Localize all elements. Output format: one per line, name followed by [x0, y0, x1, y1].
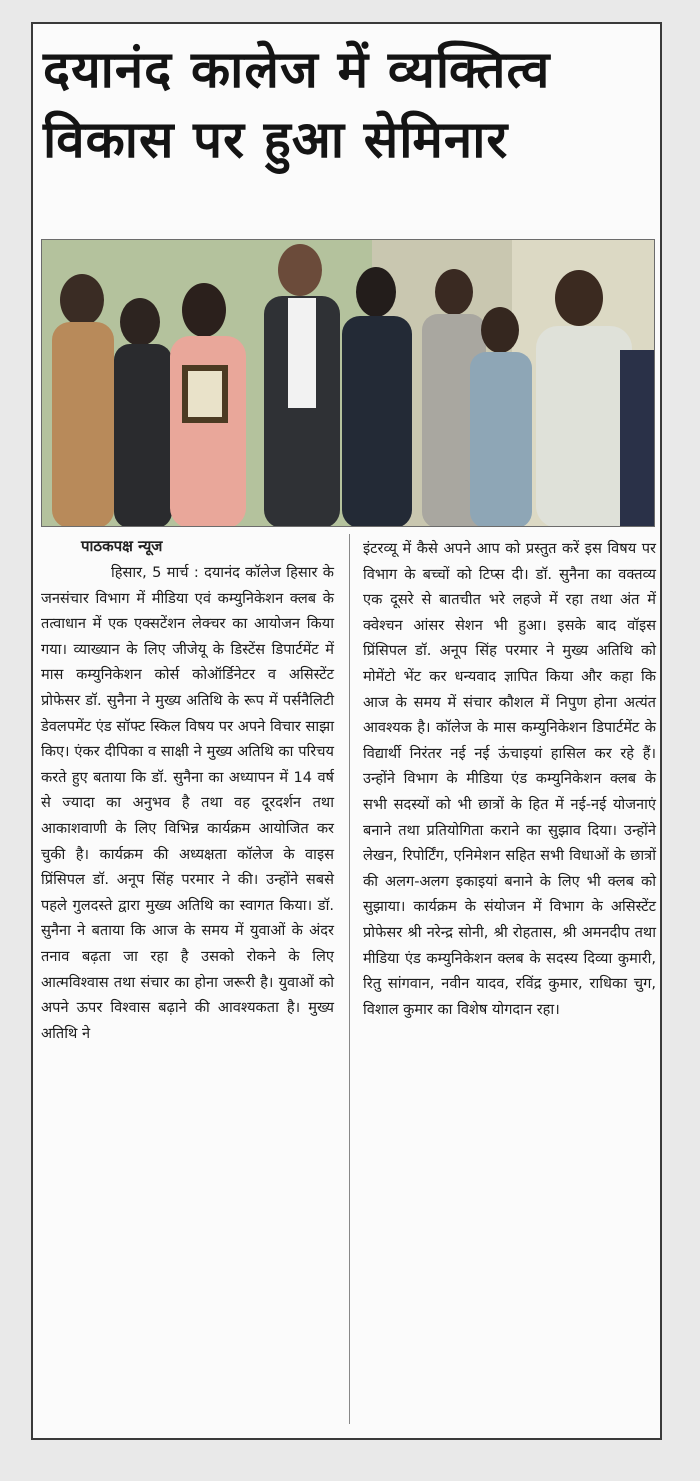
headline: दयानंद कालेज में व्यक्तित्व विकास पर हुआ सेमिनार [43, 41, 551, 170]
article-column-right: इंटरव्यू में कैसे अपने आप को प्रस्तुत करें इस विषय पर विभाग के बच्चों को टिप्स दी। डॉ. सुनैना का वक्तव्य एक दूसरे से बातचीत भरे लहजे में रहा तथा अंत में क्वेश्चन आंसर सेशन भी हुआ। इसके बाद वॉइस प्रिंसिपल डॉ. अनूप सिंह परमार ने मुख्य अतिथि को मोमेंटो भेंट कर धन्यवाद ज्ञापित किया और कहा कि आज के समय में संचार कौशल में निपुण होना अत्यंत आवश्यक है। कॉलेज के मास कम्युनिकेशन डिपार्टमेंट के विद्यार्थी निरंतर नई नई ऊंचाइयां हासिल कर रहे हैं। उन्होंने विभाग के मीडिया एंड कम्युनिकेशन क्लब के सभी सदस्यों को भी छात्रों के हित में नई-नई योजनाएं बनाने तथा प्रतियोगिता कराने का सुझाव दिया। उन्होंने लेखन, रिपोर्टिंग, एनिमेशन सहित सभी विधाओं के छात्रों की अलग-अलग इकाइयां बनाने के लिए भी क्लब को सुझाया। कार्यक्रम के संयोजन में विभाग के असिस्टेंट प्रोफेसर श्री नरेन्द्र सोनी, श्री रोहतास, श्री अमनदीप तथा मीडिया एंड कम्युनिकेशन क्लब के सदस्य दिव्या कुमारी, रितु सांगवान, नवीन यादव, रविंद्र कुमार, राधिका चुग, विशाल कुमार का विशेष योगदान रहा। [363, 540, 656, 1018]
newspaper-clipping [31, 22, 662, 1440]
group-photo-icon [42, 240, 655, 527]
article-column-left: हिसार, 5 मार्च : दयानंद कॉलेज हिसार के जनसंचार विभाग में मीडिया एवं कम्युनिकेशन क्लब के तत्वाधान में एक एक्सटेंशन लेक्चर का आयोजन किया गया। व्याख्यान के लिए जीजेयू के डिस्टेंस डिपार्टमेंट में मास कम्युनिकेशन कोर्स कोऑर्डिनेटर व असिस्टेंट प्रोफेसर डॉ. सुनैना ने मुख्य अतिथि के रूप में पर्सनैलिटी डेवलपमेंट एंड सॉफ्ट स्किल विषय पर अपने विचार साझा किए। एंकर दीपिका व साक्षी ने मुख्य अतिथि का परिचय करते हुए बताया कि डॉ. सुनैना का अध्यापन में 14 वर्ष से ज्यादा का अनुभव है तथा वह दूरदर्शन तथा आकाशवाणी के लिए विभिन्न कार्यक्रम आयोजित कर चुकी है। कार्यक्रम की अध्यक्षता कॉलेज के वाइस प्रिंसिपल डॉ. अनूप सिंह परमार ने की। उन्होंने सबसे पहले गुलदस्ते द्वारा मुख्य अतिथि का स्वागत किया। डॉ. सुनैना ने बताया कि आज के समय में युवाओं के अंदर तनाव बढ़ता जा रहा है उसको रोकने के लिए आत्मविश्वास तथा संचार का होना जरूरी है। युवाओं को अपने ऊपर विश्वास बढ़ाने की आवश्यकता है। मुख्य अतिथि ने [41, 564, 334, 1042]
group-photo [41, 239, 655, 527]
column-divider [349, 534, 350, 1424]
byline: पाठकपक्ष न्यूज [81, 537, 163, 555]
